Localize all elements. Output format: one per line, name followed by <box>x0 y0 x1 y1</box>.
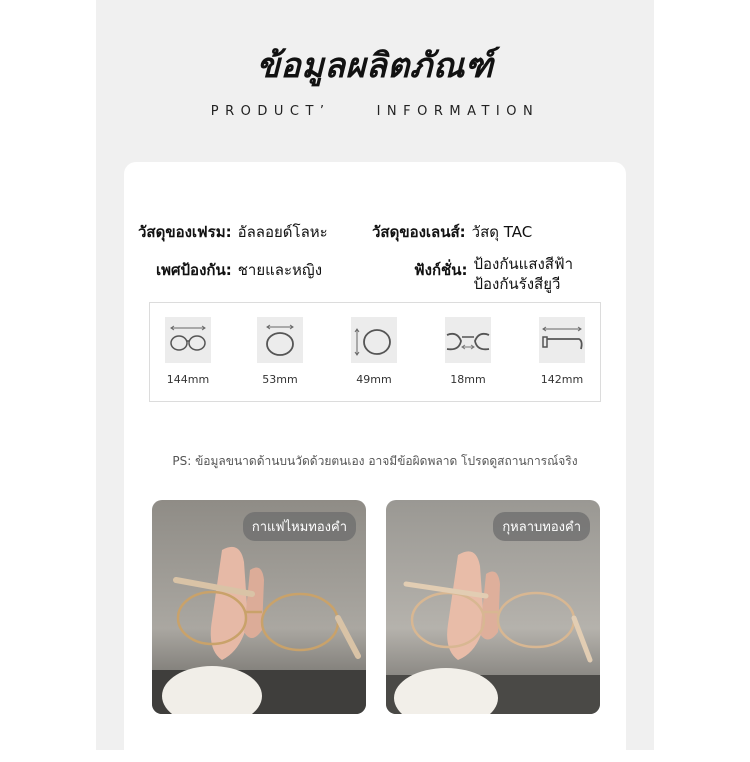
dimension-strip <box>149 302 601 402</box>
spec-function <box>414 254 573 294</box>
spec-value: ชายและหญิง <box>237 261 323 279</box>
dimension-lens-height <box>344 317 404 386</box>
dimension-temple-length <box>532 317 592 386</box>
page-title: ข้อมูลผลิตภัณฑ์ <box>256 46 494 86</box>
dimension-frame-width <box>158 317 218 386</box>
spec-label: วัสดุของเลนส์: <box>372 223 466 241</box>
temple-length-icon <box>539 317 585 363</box>
spec-label: วัสดุของเฟรม: <box>138 223 232 241</box>
dimension-value: 142mm <box>540 373 584 386</box>
spec-frame-material <box>138 222 328 242</box>
spec-label: เพศป้องกัน: <box>156 261 232 279</box>
lens-width-icon <box>257 317 303 363</box>
variant-photo-coffee-gold[interactable] <box>152 500 366 714</box>
spec-lens-material <box>372 222 532 242</box>
spec-value-line2: ป้องกันรังสียูวี <box>473 275 561 293</box>
dimension-value: 49mm <box>356 373 392 386</box>
dimension-value: 53mm <box>262 373 298 386</box>
dimension-lens-width <box>250 317 310 386</box>
product-info-page <box>96 0 654 750</box>
subtitle-left: PRODUCT’ <box>210 104 331 119</box>
lens-height-icon <box>351 317 397 363</box>
frame-width-icon <box>165 317 211 363</box>
variant-tag: กุหลาบทองคำ <box>493 512 590 541</box>
dimension-value: 144mm <box>166 373 210 386</box>
spec-value-line1: ป้องกันแสงสีฟ้า <box>473 255 574 273</box>
spec-value: วัสดุ TAC <box>471 223 533 241</box>
info-card <box>124 162 626 762</box>
dimension-value: 18mm <box>450 373 486 386</box>
spec-value: อัลลอยด์โลหะ <box>237 223 328 241</box>
variant-tag: กาแฟไหมทองคำ <box>243 512 356 541</box>
measurement-note: PS: ข้อมูลขนาดด้านบนวัดด้วยตนเอง อาจมีข้อผิดพลาด โปรดดูสถานการณ์จริง <box>172 454 578 468</box>
variant-photo-rose-gold[interactable] <box>386 500 600 714</box>
subtitle-right: INFORMATION <box>376 104 540 119</box>
dimension-bridge-width <box>438 317 498 386</box>
spec-label: ฟังก์ชั่น: <box>414 261 468 279</box>
bridge-width-icon <box>445 317 491 363</box>
page-subtitle <box>96 104 654 119</box>
spec-gender <box>156 260 322 280</box>
